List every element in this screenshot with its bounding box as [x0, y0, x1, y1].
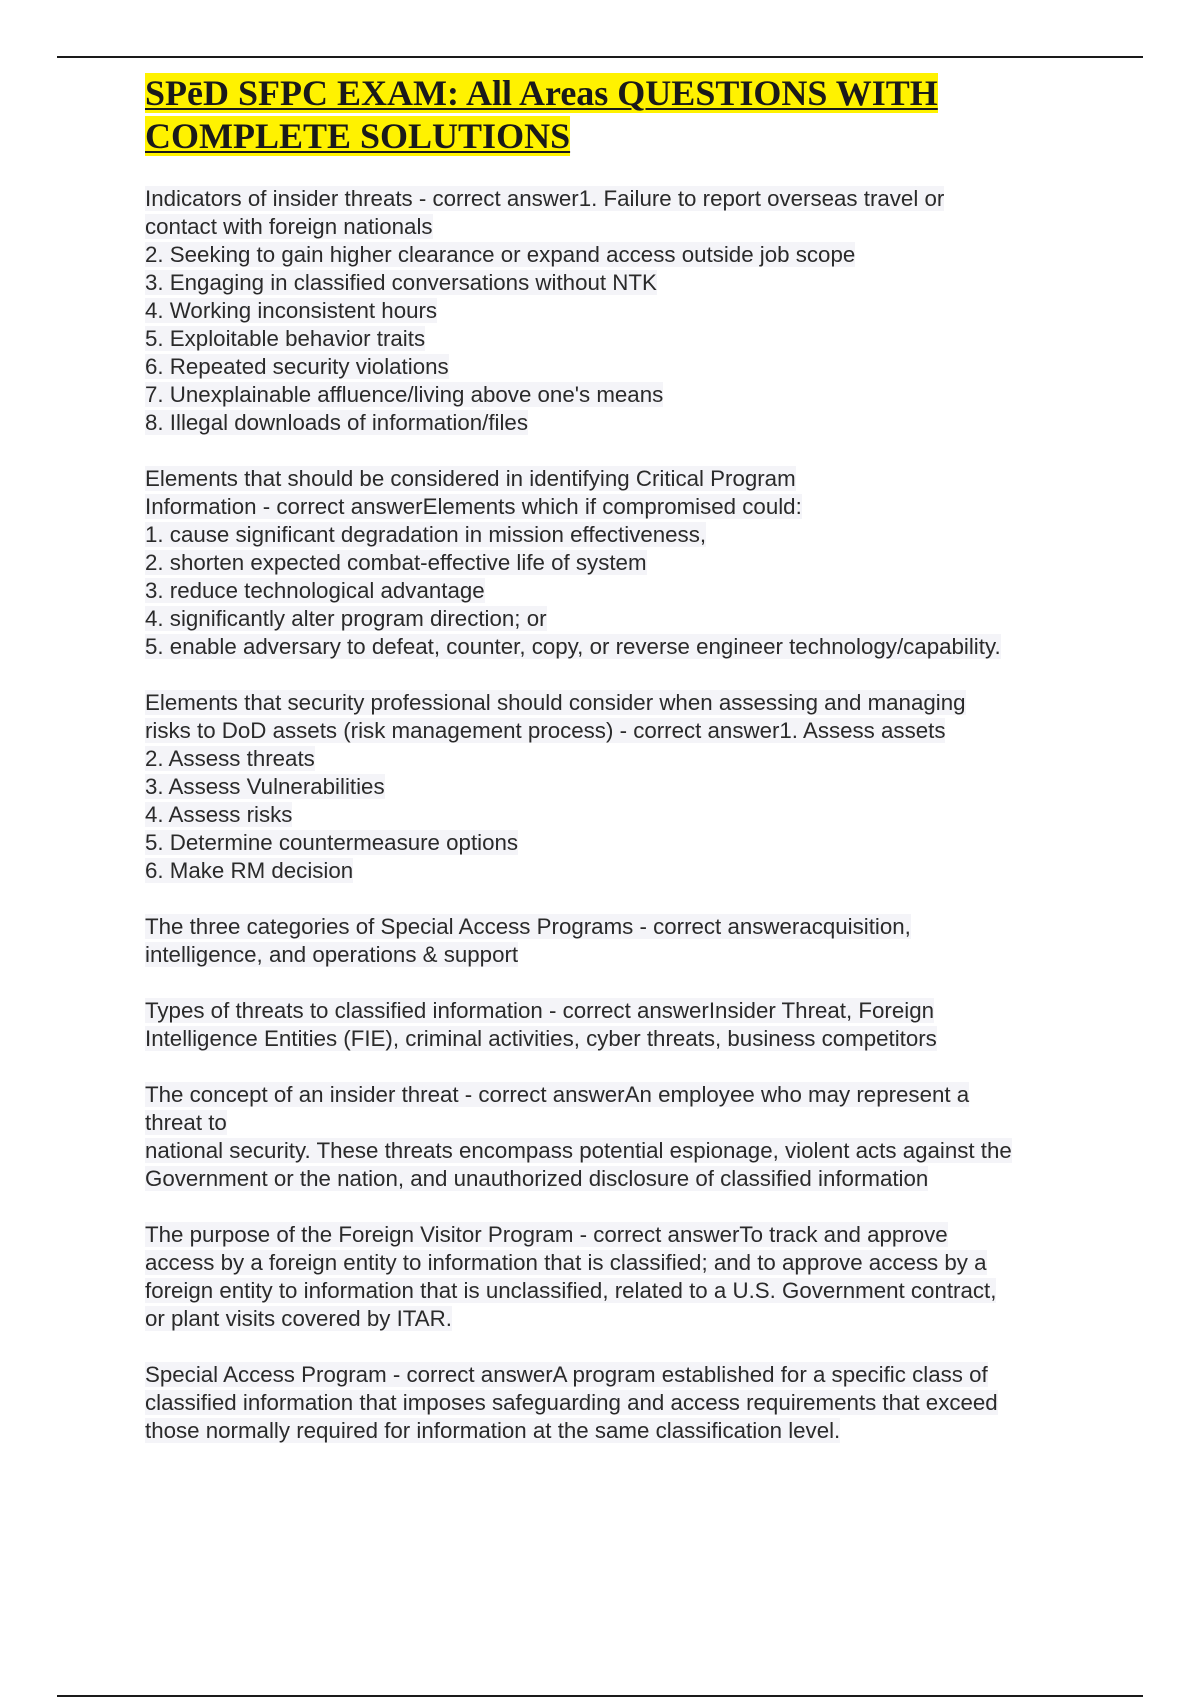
text-line: contact with foreign nationals: [145, 214, 433, 239]
qa-entry-special-access-program: [145, 1361, 1105, 1445]
text-line: 5. Exploitable behavior traits: [145, 326, 426, 351]
text-line: 8. Illegal downloads of information/files: [145, 410, 528, 435]
text-line: foreign entity to information that is unclassified, related to a U.S. Government contract,: [145, 1278, 997, 1303]
text-line: threat to: [145, 1110, 227, 1135]
title-line-1: SPēD SFPC EXAM: All Areas QUESTIONS WITH: [145, 73, 938, 113]
text-line: 1. cause significant degradation in mission effectiveness,: [145, 522, 707, 547]
qa-entry-foreign-visitor-program: [145, 1221, 1105, 1333]
text-line: 2. Seeking to gain higher clearance or expand access outside job scope: [145, 242, 856, 267]
text-line: Government or the nation, and unauthorized disclosure of classified information: [145, 1166, 929, 1191]
text-line: intelligence, and operations & support: [145, 942, 519, 967]
text-line: 5. Determine countermeasure options: [145, 830, 519, 855]
text-line: Types of threats to classified information - correct answerInsider Threat, Foreign: [145, 998, 934, 1023]
text-line: 6. Repeated security violations: [145, 354, 449, 379]
qa-entry-threat-types: [145, 997, 1105, 1053]
text-line: 3. reduce technological advantage: [145, 578, 485, 603]
top-rule: [57, 56, 1143, 58]
text-line: national security. These threats encompass potential espionage, violent acts against the: [145, 1138, 1012, 1163]
text-line: access by a foreign entity to information that is classified; and to approve access by a: [145, 1250, 987, 1275]
text-line: those normally required for information at the same classification level.: [145, 1418, 841, 1443]
text-line: Information - correct answerElements which if compromised could:: [145, 494, 802, 519]
text-line: Elements that security professional should consider when assessing and managing: [145, 690, 966, 715]
text-line: 4. Working inconsistent hours: [145, 298, 438, 323]
text-line: or plant visits covered by ITAR.: [145, 1306, 452, 1331]
text-line: 2. shorten expected combat-effective life of system: [145, 550, 647, 575]
text-line: 3. Engaging in classified conversations without NTK: [145, 270, 657, 295]
text-line: 4. significantly alter program direction; or: [145, 606, 547, 631]
text-line: Indicators of insider threats - correct answer1. Failure to report overseas travel or: [145, 186, 945, 211]
document-title: [145, 72, 1105, 158]
text-line: 3. Assess Vulnerabilities: [145, 774, 385, 799]
qa-entry-sap-categories: [145, 913, 1105, 969]
text-line: 7. Unexplainable affluence/living above one's means: [145, 382, 664, 407]
document-body: [145, 72, 1105, 1473]
text-line: 2. Assess threats: [145, 746, 315, 771]
text-line: classified information that imposes safeguarding and access requirements that exceed: [145, 1390, 998, 1415]
qa-entry-critical-program-information: [145, 465, 1105, 661]
title-line-2: COMPLETE SOLUTIONS: [145, 116, 571, 156]
text-line: 5. enable adversary to defeat, counter, copy, or reverse engineer technology/capability.: [145, 634, 1001, 659]
text-line: The three categories of Special Access Programs - correct answeracquisition,: [145, 914, 911, 939]
qa-entry-insider-threat-indicators: [145, 185, 1105, 437]
text-line: Intelligence Entities (FIE), criminal activities, cyber threats, business competitors: [145, 1026, 937, 1051]
qa-entry-risk-management-process: [145, 689, 1105, 885]
text-line: risks to DoD assets (risk management process) - correct answer1. Assess assets: [145, 718, 946, 743]
text-line: 4. Assess risks: [145, 802, 293, 827]
text-line: Elements that should be considered in identifying Critical Program: [145, 466, 796, 491]
bottom-rule: [57, 1695, 1143, 1697]
qa-entry-insider-threat-concept: [145, 1081, 1105, 1193]
text-line: The concept of an insider threat - correct answerAn employee who may represent a: [145, 1082, 970, 1107]
text-line: Special Access Program - correct answerA program established for a specific class of: [145, 1362, 988, 1387]
text-line: The purpose of the Foreign Visitor Program - correct answerTo track and approve: [145, 1222, 948, 1247]
text-line: 6. Make RM decision: [145, 858, 354, 883]
